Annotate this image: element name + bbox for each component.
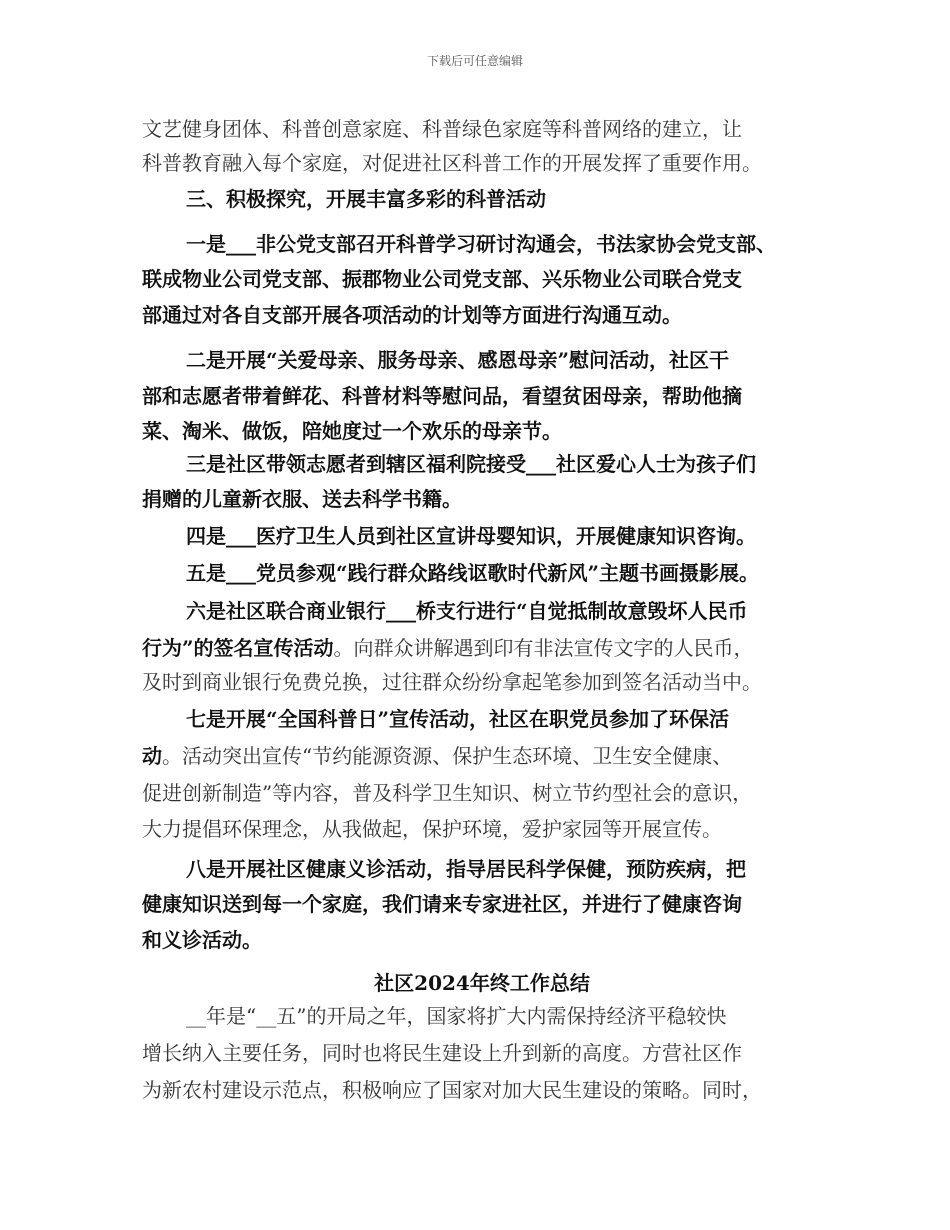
text-line xyxy=(186,560,759,586)
text-line xyxy=(186,598,748,624)
text-segment: 部通过对各自支部开展各项活动的计划等方面进行沟通互动。 xyxy=(142,303,682,327)
text-segment: 健康知识送到每一个家庭，我们请来专家进社区，并进行了健康咨询 xyxy=(142,892,742,916)
section-title: 社区2024年终工作总结 xyxy=(374,971,590,995)
text-line xyxy=(142,486,462,512)
text-segment: 菜、淘米、做饭，陪她度过一个欢乐的母亲节。 xyxy=(142,419,562,443)
text-line xyxy=(186,231,776,257)
text-segment: 行为”的签名宣传活动 xyxy=(142,636,334,660)
text-line: 为新农村建设示范点，积极响应了国家对加大民生建设的策略。同时， xyxy=(142,1078,762,1102)
text-line xyxy=(142,383,742,409)
text-line xyxy=(142,302,682,328)
text-line xyxy=(186,856,746,882)
text-segment: 四是___医疗卫生人员到社区宣讲母婴知识，开展健康知识咨询。 xyxy=(186,524,756,548)
text-segment: 三、积极探究，开展丰富多彩的科普活动 xyxy=(186,187,546,211)
text-segment: 促进创新制造”等内容，普及科学卫生知识、树立节约型社会的意识， xyxy=(142,781,753,805)
text-segment: 捐赠的儿童新衣服、送去科学书籍。 xyxy=(142,487,462,511)
text-line xyxy=(142,266,742,292)
text-line xyxy=(186,347,729,373)
text-line: __年是“__五”的开局之年，国家将扩大内需保持经济平稳较快 xyxy=(186,1004,727,1028)
text-segment: 。向群众讲解遇到印有非法宣传文字的人民币， xyxy=(333,636,754,660)
page-header: 下载后可任意编辑 xyxy=(426,54,523,68)
text-line xyxy=(142,780,752,806)
text-line xyxy=(142,150,762,176)
text-segment: 科普教育融入每个家庭，对促进社区科普工作的开展发挥了重要作用。 xyxy=(142,151,762,175)
text-line xyxy=(142,116,742,142)
text-line xyxy=(186,451,756,477)
text-line xyxy=(142,891,742,917)
text-line xyxy=(186,706,729,732)
text-line: 增长纳入主要任务，同时也将民生建设上升到新的高度。方营社区作 xyxy=(142,1041,742,1065)
text-segment: 和义诊活动。 xyxy=(142,928,262,952)
text-line xyxy=(186,186,546,212)
text-segment: 文艺健身团体、科普创意家庭、科普绿色家庭等科普网络的建立，让 xyxy=(142,117,742,141)
text-line xyxy=(142,743,732,769)
text-segment: 二是开展“关爱母亲、服务母亲、感恩母亲”慰问活动，社区干 xyxy=(186,348,730,372)
text-segment: 。活动突出宣传“节约能源资源、保护生态环境、卫生安全健康、 xyxy=(162,744,733,768)
text-segment: 三是社区带领志愿者到辖区福利院接受___社区爱心人士为孩子们 xyxy=(186,452,756,476)
text-line xyxy=(142,669,762,695)
text-line xyxy=(186,523,756,549)
text-line xyxy=(142,418,562,444)
text-segment: 六是社区联合商业银行___桥支行进行“自觉抵制故意毁坏人民币 xyxy=(186,599,748,623)
text-segment: 七是开展“全国科普日”宣传活动，社区在职党员参加了环保活 xyxy=(186,707,730,731)
text-segment: 五是___党员参观“践行群众路线讴歌时代新风”主题书画摄影展。 xyxy=(186,561,760,585)
text-segment: 动 xyxy=(142,744,162,768)
text-line xyxy=(142,635,754,661)
text-line xyxy=(142,816,722,842)
text-segment: 联成物业公司党支部、振郡物业公司党支部、兴乐物业公司联合党支 xyxy=(142,267,742,291)
text-segment: 八是开展社区健康义诊活动，指导居民科学保健，预防疾病，把 xyxy=(186,857,746,881)
text-segment: 及时到商业银行免费兑换，过往群众纷纷拿起笔参加到签名活动当中。 xyxy=(142,670,762,694)
text-segment: 大力提倡环保理念，从我做起，保护环境，爱护家园等开展宣传。 xyxy=(142,817,722,841)
text-segment: 一是___非公党支部召开科普学习研讨沟通会，书法家协会党支部、 xyxy=(186,232,776,256)
text-segment: 部和志愿者带着鲜花、科普材料等慰问品，看望贫困母亲，帮助他摘 xyxy=(142,384,742,408)
text-line xyxy=(142,927,262,953)
